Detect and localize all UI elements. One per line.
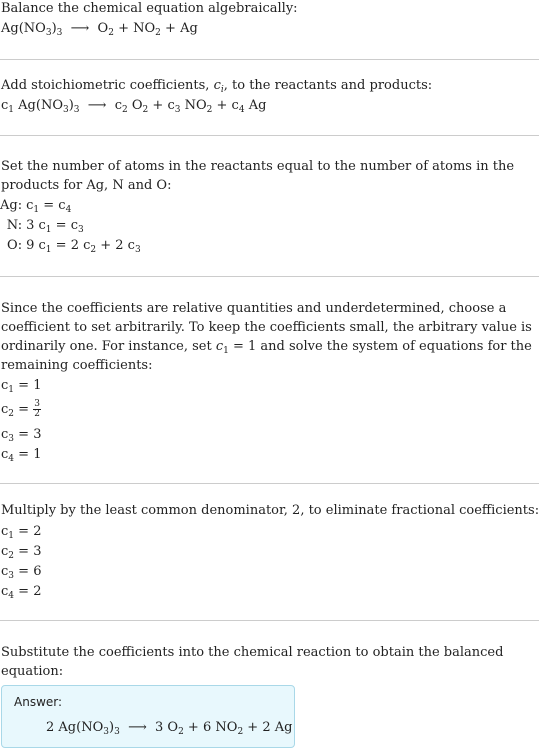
answer-box — [1, 685, 295, 748]
coefficient-value: $c_3 = 3$ — [1, 427, 42, 444]
step6-heading-line2: equation: — [1, 664, 64, 679]
balance-row-ag: Ag: $c_1 = c_4$ — [0, 198, 72, 215]
balanced-equation: 2 $Ag(NO_3)_3$ ⟶ 3 $O_2 + 6$ $NO_2 + 2$ Ag — [46, 720, 293, 737]
answer-label: Answer: — [14, 695, 63, 709]
balance-row-o: O: 9 $c_1 = 2$ $c_2 + 2$ $c_3$ — [7, 238, 141, 255]
step4-heading-line2: coefficient to set arbitrarily. To keep the coefficients small, the arbitrary value is — [1, 320, 532, 335]
balance-row-n: N: 3 $c_1 = c_3$ — [6, 218, 84, 235]
scaled-coefficient: $c_2 = 3$ — [1, 544, 42, 561]
scaled-coefficient: $c_4 = 2$ — [1, 584, 42, 601]
coefficient-value: $c_2$ = $\frac{3}{2}$ — [1, 399, 40, 419]
step3-heading-line1: Set the number of atoms in the reactants equal to the number of atoms in the — [1, 159, 515, 174]
divider — [0, 620, 539, 621]
step4-heading-line4: remaining coefficients: — [1, 358, 153, 373]
divider — [0, 483, 539, 484]
divider — [0, 276, 539, 277]
step4-heading-line3: ordinarily one. For instance, set $c_1 = 1$ and solve the system of equations for the — [1, 339, 532, 356]
fraction: $\frac{3}{2}$ — [34, 399, 40, 419]
scaled-coefficient: $c_3 = 6$ — [1, 564, 42, 581]
step2-heading: Add stoichiometric coefficients, $c_i$, to the reactants and products: — [1, 78, 433, 95]
step4-heading-line1: Since the coefficients are relative quantities and underdetermined, choose a — [1, 301, 507, 316]
scaled-coefficient: $c_1 = 2$ — [1, 524, 42, 541]
step5-heading: Multiply by the least common denominator, 2, to eliminate fractional coefficients: — [1, 503, 539, 518]
step6-heading-line1: Substitute the coefficients into the chemical reaction to obtain the balanced — [1, 645, 504, 660]
step3-heading-line2: products for Ag, N and O: — [1, 178, 172, 193]
coefficient-value: $c_4 = 1$ — [1, 447, 42, 464]
coefficient-value: $c_1 = 1$ — [1, 378, 42, 395]
atom-balance-table — [0, 196, 145, 256]
coefficient-equation: $c_1$ $Ag(NO_3)_3$ ⟶ $c_2$ $O_2 + c_3$ $NO_2 + c_4$ Ag — [1, 98, 267, 115]
divider — [0, 135, 539, 136]
divider — [0, 59, 539, 60]
step1-heading: Balance the chemical equation algebraically: — [1, 1, 298, 16]
unbalanced-equation: $Ag(NO_3)_3$ ⟶ $O_2 + NO_2 + Ag$ — [1, 21, 198, 38]
